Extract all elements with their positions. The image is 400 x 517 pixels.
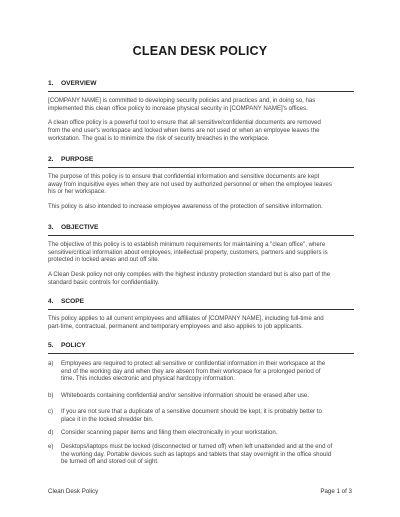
footer-document-name: Clean Desk Policy bbox=[48, 488, 99, 495]
item-line: If you are not sure that a duplicate of a sensitive document should be kept, it is probably better to bbox=[61, 408, 322, 415]
section-number: 1. bbox=[48, 80, 54, 87]
paragraph bbox=[48, 97, 354, 112]
paragraph-line: his or her workspace. bbox=[48, 188, 106, 196]
section-policy bbox=[48, 342, 354, 354]
section-title: SCOPE bbox=[61, 298, 85, 305]
paragraph-line: implemented this clean office policy to increase physical security in [COMPANY NAME]'s offices. bbox=[48, 104, 308, 112]
paragraph bbox=[48, 173, 354, 196]
paragraph-line: protected in locked areas and out off site. bbox=[48, 256, 160, 264]
section-title: OBJECTIVE bbox=[61, 224, 99, 231]
section-heading bbox=[48, 80, 354, 92]
paragraph-line: The purpose of this policy is to ensure that confidential information and sensitive documents are kept bbox=[48, 173, 320, 180]
section-number: 4. bbox=[48, 298, 54, 305]
paragraph bbox=[48, 119, 354, 142]
paragraph bbox=[48, 315, 354, 330]
section-heading bbox=[48, 298, 354, 310]
section-heading bbox=[48, 156, 354, 168]
section-number: 2. bbox=[48, 156, 54, 163]
item-marker: e) bbox=[48, 443, 54, 450]
paragraph-line: This policy applies to all current employees and affiliates of [COMPANY NAME], including full-time and bbox=[48, 315, 324, 322]
item-line: time. This includes electronic and physical hardcopy information. bbox=[61, 375, 235, 383]
item-line: Desktops/laptops must be locked (disconnected or turned off) when left unattended and at the end of bbox=[61, 443, 333, 450]
section-number: 5. bbox=[48, 342, 54, 349]
paragraph-line: standard basic controls for confidentiality. bbox=[48, 278, 160, 286]
item-marker: a) bbox=[48, 360, 54, 367]
item-marker: d) bbox=[48, 429, 54, 436]
item-line: end of the working day and when they are absent from their workspace for a prolonged period of bbox=[61, 367, 321, 375]
paragraph-line: sensitive/critical information about employees, intellectual property, customers, partners and suppliers is bbox=[48, 248, 328, 256]
item-line: Employees are required to protect all sensitive or confidential information in their workspace at the bbox=[61, 360, 326, 367]
item-text bbox=[61, 408, 322, 423]
paragraph-line: A Clean Desk policy not only complies with the highest industry protection standard but is also part of the bbox=[48, 271, 331, 279]
item-text bbox=[61, 360, 325, 383]
item-marker: b) bbox=[48, 392, 54, 399]
paragraph bbox=[48, 271, 354, 286]
item-text bbox=[61, 392, 309, 400]
footer-page-number: Page 1 of 3 bbox=[320, 488, 352, 495]
paragraph bbox=[48, 203, 354, 211]
section-scope bbox=[48, 298, 354, 330]
paragraph-line: [COMPANY NAME] is committed to developing security policies and practices and, in doing so, has bbox=[48, 97, 316, 104]
paragraph-line: This policy is also intended to increase employee awareness of the protection of sensitive information. bbox=[48, 203, 323, 211]
section-title: POLICY bbox=[61, 342, 86, 349]
item-line: Whiteboards containing confidential and/or sensitive information should be erased after use. bbox=[61, 392, 309, 399]
item-line: the working day. Portable devices such as laptops and tablets that stay overnight in the office should bbox=[61, 450, 332, 458]
item-text bbox=[61, 429, 277, 437]
paragraph-line: A clean office policy is a powerful tool to ensure that all sensitive/confidential documents are removed bbox=[48, 119, 321, 127]
item-line: Consider scanning paper items and filing them electronically in your workstation. bbox=[61, 429, 278, 436]
section-title: PURPOSE bbox=[61, 156, 94, 163]
paragraph bbox=[48, 241, 354, 264]
paragraph-line: away from inquisitive eyes when they are not used by authorized personnel or when the employee leaves bbox=[48, 180, 332, 188]
paragraph-line: workstation. The goal is to minimize the risk of security breaches in the workplace. bbox=[48, 134, 270, 142]
item-line: be turned off and stored out of sight. bbox=[61, 458, 159, 466]
paragraph-line: The objective of this policy is to establish minimum requirements for maintaining a "clean office", where bbox=[48, 241, 326, 248]
section-overview bbox=[48, 80, 354, 143]
item-text bbox=[61, 443, 332, 466]
document-title: CLEAN DESK POLICY bbox=[132, 44, 268, 58]
section-objective bbox=[48, 224, 354, 287]
section-heading bbox=[48, 342, 354, 354]
paragraph-line: part-time, contractual, permanent and temporary employees and also applies to job applicants. bbox=[48, 322, 304, 330]
section-heading bbox=[48, 224, 354, 236]
section-purpose bbox=[48, 156, 354, 211]
paragraph-line: from the end user's workspace and locked when items are not used or when an employee leaves the bbox=[48, 127, 320, 135]
section-number: 3. bbox=[48, 224, 54, 231]
item-line: place it in the locked shredder bin. bbox=[61, 415, 154, 423]
section-title: OVERVIEW bbox=[61, 80, 97, 87]
item-marker: c) bbox=[48, 408, 54, 415]
